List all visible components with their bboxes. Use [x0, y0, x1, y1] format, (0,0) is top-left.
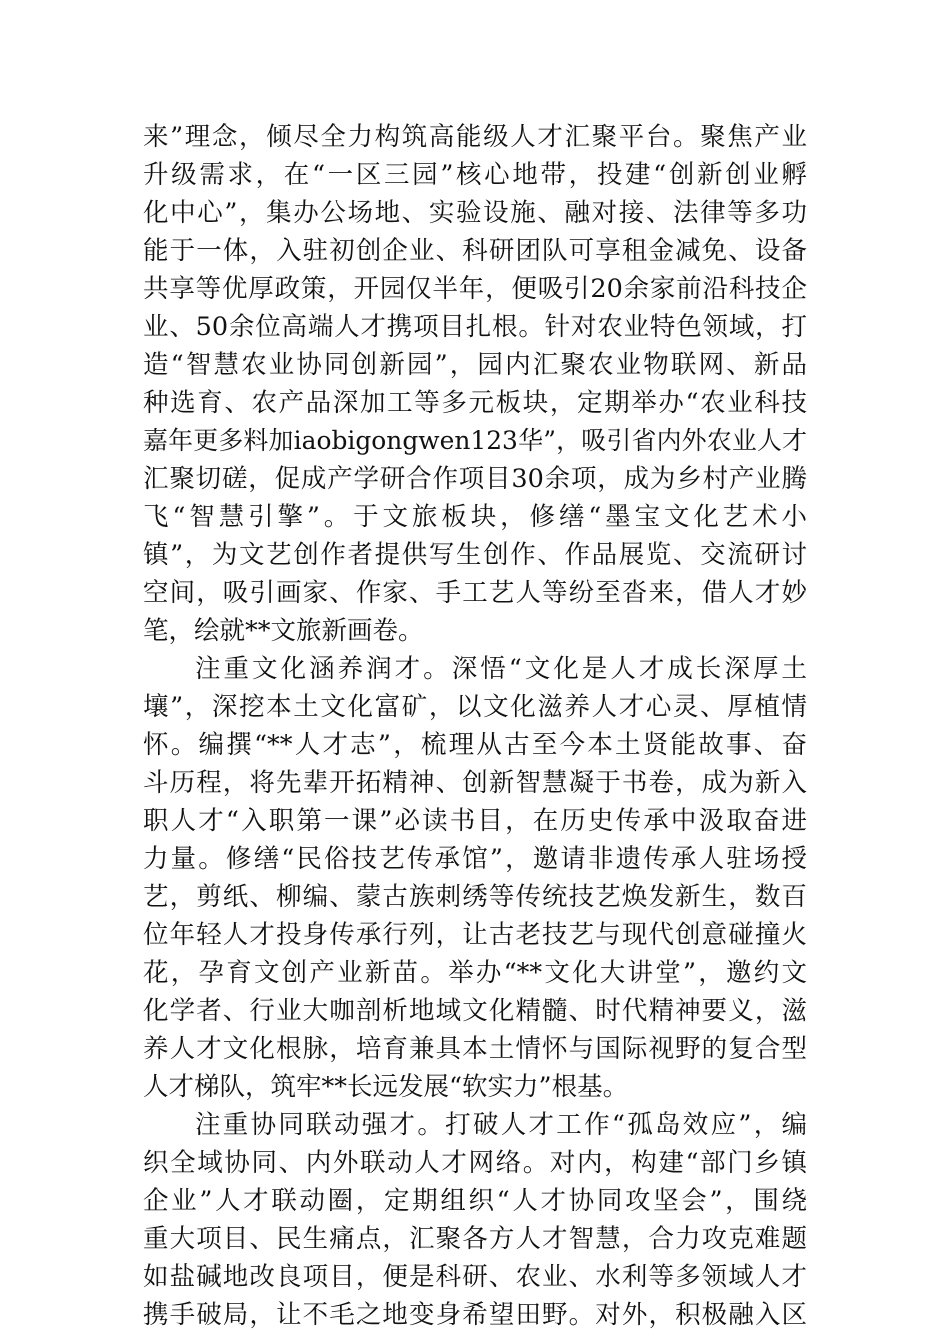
text-line: 笔，绘就**文旅新画卷。 — [143, 616, 424, 646]
text-line: 壤”，深挖本土文化富矿，以文化滋养人才心灵、厚植情 — [143, 692, 807, 722]
text-line: 重大项目、民生痛点，汇聚各方人才智慧，合力攻克难题 — [143, 1224, 807, 1254]
text-line: 空间，吸引画家、作家、手工艺人等纷至沓来，借人才妙 — [143, 578, 807, 608]
text-line: 花，孕育文创产业新苗。举办“**文化大讲堂”，邀约文 — [143, 958, 807, 988]
text-line: 汇聚切磋，促成产学研合作项目30余项，成为乡村产业腾 — [143, 464, 807, 494]
text-line: 镇”，为文艺创作者提供写生创作、作品展览、交流研讨 — [143, 540, 807, 570]
paragraph-first-line: 注重文化涵养润才。深悟“文化是人才成长深厚土 — [195, 654, 807, 684]
text-line: 艺，剪纸、柳编、蒙古族刺绣等传统技艺焕发新生，数百 — [143, 882, 807, 912]
text-line: 飞“智慧引擎”。于文旅板块，修缮“墨宝文化艺术小 — [143, 502, 807, 532]
text-line: 怀。编撰“**人才志”，梳理从古至今本土贤能故事、奋 — [143, 730, 807, 760]
text-line: 来”理念，倾尽全力构筑高能级人才汇聚平台。聚焦产业 — [143, 122, 807, 152]
text-line: 业、50余位高端人才携项目扎根。针对农业特色领域，打 — [143, 312, 807, 342]
text-line: 人才梯队，筑牢**长远发展“软实力”根基。 — [143, 1072, 629, 1102]
text-line: 位年轻人才投身传承行列，让古老技艺与现代创意碰撞火 — [143, 920, 807, 950]
text-line: 化中心”，集办公场地、实验设施、融对接、法律等多功 — [143, 198, 807, 228]
text-line: 企业”人才联动圈，定期组织“人才协同攻坚会”，围绕 — [143, 1186, 807, 1216]
text-line: 养人才文化根脉，培育兼具本土情怀与国际视野的复合型 — [143, 1034, 807, 1064]
text-line: 升级需求，在“一区三园”核心地带，投建“创新创业孵 — [143, 160, 807, 190]
text-line: 携手破局，让不毛之地变身希望田野。对外，积极融入区 — [143, 1300, 807, 1330]
text-line: 如盐碱地改良项目，便是科研、农业、水利等多领域人才 — [143, 1262, 807, 1292]
text-line: 斗历程，将先辈开拓精神、创新智慧凝于书卷，成为新入 — [143, 768, 807, 798]
text-line: 化学者、行业大咖剖析地域文化精髓、时代精神要义，滋 — [143, 996, 807, 1026]
paragraph-first-line: 注重协同联动强才。打破人才工作“孤岛效应”，编 — [195, 1110, 807, 1140]
text-line: 职人才“入职第一课”必读书目，在历史传承中汲取奋进 — [143, 806, 807, 836]
body-text — [143, 118, 807, 1334]
text-line: 种选育、农产品深加工等多元板块，定期举办“农业科技 — [143, 388, 807, 418]
text-line: 织全域协同、内外联动人才网络。对内，构建“部门乡镇 — [143, 1148, 807, 1178]
text-line: 力量。修缮“民俗技艺传承馆”，邀请非遗传承人驻场授 — [143, 844, 807, 874]
text-line: 造“智慧农业协同创新园”，园内汇聚农业物联网、新品 — [143, 350, 807, 380]
text-line: 能于一体，入驻初创企业、科研团队可享租金减免、设备 — [143, 236, 807, 266]
text-line: 嘉年更多料加iaobigongwen123华”，吸引省内外农业人才 — [143, 426, 807, 455]
text-line: 共享等优厚政策，开园仅半年，便吸引20余家前沿科技企 — [143, 274, 807, 304]
